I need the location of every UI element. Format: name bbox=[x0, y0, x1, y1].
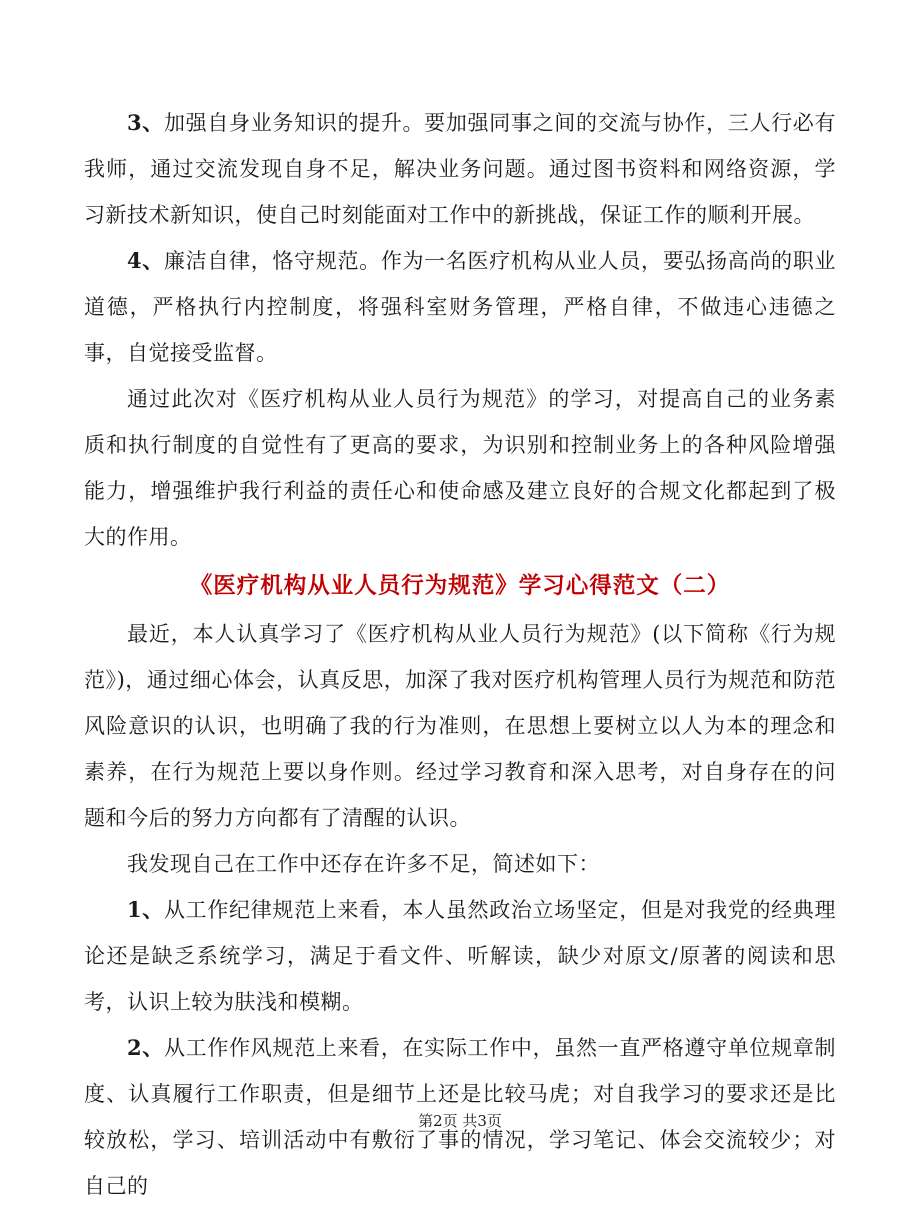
paragraph-number: 2、 bbox=[127, 1035, 164, 1060]
paragraph-text: 从工作纪律规范上来看，本人虽然政治立场坚定，但是对我党的经典理论还是缺乏系统学习，满足于看文件、听解读，缺少对原文/原著的阅读和思考，认识上较为肤浅和模糊。 bbox=[84, 898, 836, 1014]
document-page bbox=[84, 100, 836, 1209]
paragraph-intro bbox=[84, 611, 836, 841]
paragraph-text: 廉洁自律，恪守规范。作为一名医疗机构从业人员，要弘扬高尚的职业道德，严格执行内控制度，将强科室财务管理，严格自律，不做违心违德之事，自觉接受监督。 bbox=[84, 249, 836, 365]
paragraph-summary bbox=[84, 841, 836, 887]
paragraph-text: 从工作作风规范上来看，在实际工作中，虽然一直严格遵守单位规章制度、认真履行工作职责，但是细节上还是比较马虎；对自我学习的要求还是比较放松，学习、培训活动中有敷衍了事的情况，学习笔记、体会交流较少；对自己的 bbox=[84, 1036, 836, 1198]
paragraph-conclusion bbox=[84, 376, 836, 560]
paragraph-3 bbox=[84, 100, 836, 238]
paragraph-4 bbox=[84, 238, 836, 376]
paragraph-text: 通过此次对《医疗机构从业人员行为规范》的学习，对提高自己的业务素质和执行制度的自觉性有了更高的要求，为识别和控制业务上的各种风险增强能力，增强维护我行利益的责任心和使命感及建立良好的合规文化都起到了极大的作用。 bbox=[84, 387, 836, 549]
paragraph-number: 3、 bbox=[127, 110, 164, 135]
paragraph-number: 1、 bbox=[127, 897, 164, 922]
paragraph-text: 加强自身业务知识的提升。要加强同事之间的交流与协作，三人行必有我师，通过交流发现自身不足，解决业务问题。通过图书资料和网络资源，学习新技术新知识，使自己时刻能面对工作中的新挑战，保证工作的顺利开展。 bbox=[84, 111, 836, 227]
paragraph-1 bbox=[84, 887, 836, 1025]
section-heading: 《医疗机构从业人员行为规范》学习心得范文（二） bbox=[189, 573, 731, 599]
paragraph-text: 我发现自己在工作中还存在许多不足，简述如下： bbox=[127, 852, 600, 876]
page-footer: 第2页 共3页 bbox=[418, 1112, 502, 1130]
paragraph-text: 最近，本人认真学习了《医疗机构从业人员行为规范》(以下简称《行为规范》)，通过细心体会，认真反思，加深了我对医疗机构管理人员行为规范和防范风险意识的认识，也明确了我的行为准则，在思想上要树立以人为本的理念和素养，在行为规范上要以身作则。经过学习教育和深入思考，对自身存在的问题和今后的努力方向都有了清醒的认识。 bbox=[84, 622, 836, 830]
paragraph-number: 4、 bbox=[127, 248, 164, 273]
